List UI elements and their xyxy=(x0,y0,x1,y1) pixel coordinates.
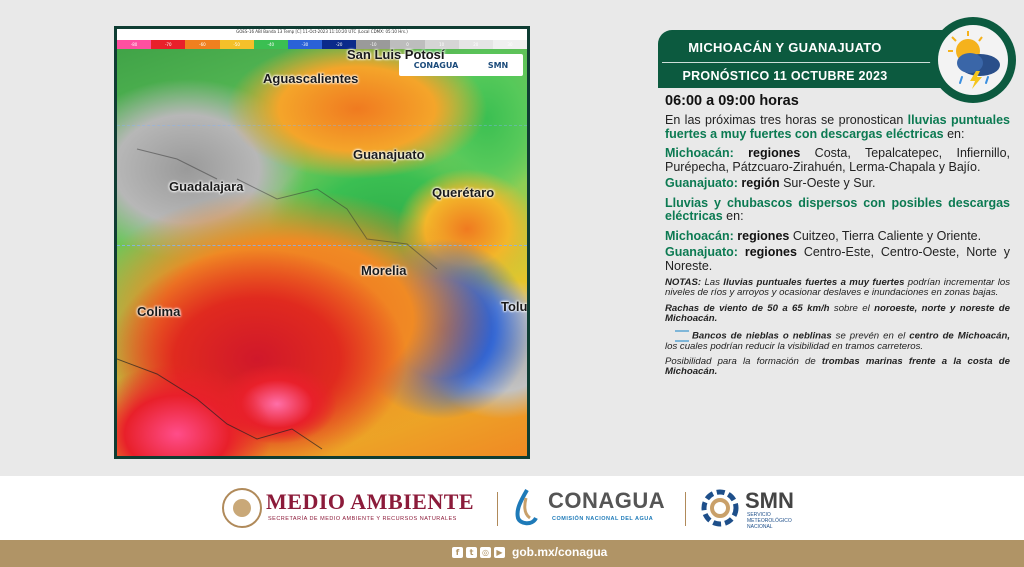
michoacan-regions-text: Cuitzeo, Tierra Caliente y Oriente. xyxy=(789,228,982,243)
city-label-morelia: Morelia xyxy=(361,263,407,278)
scale-cell: -80 xyxy=(117,40,151,49)
city-label-guadalajara: Guadalajara xyxy=(169,179,244,194)
website-link[interactable]: gob.mx/conagua xyxy=(512,545,608,559)
regions-word: regiones xyxy=(744,245,797,259)
footer-divider xyxy=(685,492,686,526)
footer-logos xyxy=(0,476,1024,540)
social-icons xyxy=(452,547,505,558)
note-text: se prevén en el xyxy=(831,330,910,342)
city-label-san-luis: San Luis Potosí xyxy=(347,47,445,62)
intro-highlight: lluvias puntuales fuertes a muy fuertes con descargas eléctricas xyxy=(665,113,1011,141)
note-rain xyxy=(665,278,1010,299)
michoacan-regions-text: Costa, Tepalcatepec, Infiernillo, Purépecha, Pátzcuaro-Zirahuén, Lerma-Chapala y Bajío. xyxy=(665,146,1010,174)
twitter-icon[interactable]: t xyxy=(466,547,477,558)
note-text: sobre el xyxy=(829,302,875,314)
facebook-icon[interactable]: f xyxy=(452,547,463,558)
scale-cell: -70 xyxy=(151,40,185,49)
scale-cell: -30 xyxy=(288,40,322,49)
scale-cell: -20 xyxy=(322,40,356,49)
scale-cell: -50 xyxy=(220,40,254,49)
note-text: Las xyxy=(701,277,724,288)
mexico-seal-icon xyxy=(222,488,262,528)
regions-word: regiones xyxy=(748,146,801,160)
page-title: MICHOACÁN Y GUANAJUATO xyxy=(688,40,882,55)
michoacan-label: Michoacán: xyxy=(665,146,734,160)
note-waterspout xyxy=(665,357,1010,378)
state-borders xyxy=(117,29,527,456)
scale-cell: -40 xyxy=(254,40,288,49)
notes-label: NOTAS: xyxy=(665,277,702,288)
smn-subtitle-2: METEOROLÓGICO xyxy=(747,518,792,524)
city-label-toluca: Tolu xyxy=(501,299,527,314)
note-highlight: lluvias puntuales fuertes a muy fuertes xyxy=(723,277,905,288)
note-highlight: Rachas de viento de 50 a 65 km/h xyxy=(665,302,830,314)
michoacan-regions-1 xyxy=(665,147,1010,174)
city-label-colima: Colima xyxy=(137,304,181,319)
smn-badge-label: SMN xyxy=(487,60,509,70)
smn-subtitle-3: NACIONAL xyxy=(747,524,773,530)
note-text: Posibilidad para la formación de xyxy=(665,356,822,368)
scattered-showers-heading xyxy=(665,197,1010,224)
guanajuato-regions-2 xyxy=(665,246,1010,273)
note-wind xyxy=(665,304,1010,325)
medio-ambiente-title: MEDIO AMBIENTE xyxy=(266,489,475,514)
scale-cell: 0 xyxy=(390,40,424,49)
michoacan-label: Michoacán: xyxy=(665,228,734,243)
note-fog xyxy=(665,330,1010,352)
forecast-text xyxy=(665,93,1010,378)
city-label-guanajuato: Guanajuato xyxy=(353,147,425,162)
forecast-date: PRONÓSTICO 11 OCTUBRE 2023 xyxy=(682,69,888,83)
guanajuato-label: Guanajuato: xyxy=(665,176,738,190)
scattered-heading-highlight: Lluvias y chubascos dispersos con posibles descargas eléctricas xyxy=(665,195,1010,223)
michoacan-regions-2 xyxy=(665,230,1010,244)
scattered-heading-end: en: xyxy=(722,209,744,223)
note-highlight: noroeste, norte y noreste de Michoacán. xyxy=(665,302,1010,325)
smn-title: SMN xyxy=(745,488,794,513)
scale-cell: 10 xyxy=(425,40,459,49)
scale-cell: -10 xyxy=(356,40,390,49)
forecast-hours: 06:00 a 09:00 horas xyxy=(665,93,799,109)
intro-text-end: en: xyxy=(943,126,965,141)
city-label-queretaro: Querétaro xyxy=(432,185,495,200)
conagua-title: CONAGUA xyxy=(548,488,666,513)
note-text: podrían incrementar los niveles de ríos y arroyos y ocasionar deslaves e inundaciones en zonas bajas. xyxy=(665,277,1010,299)
satellite-header-text: GOES-16 ABI Banda 13 Temp [C] 11-Oct-2023 11:10:20 UTC (Local CDMX: 05:10 Hrs.) xyxy=(236,29,408,34)
scale-cell: 30 xyxy=(493,40,527,49)
city-label-aguascalientes: Aguascalientes xyxy=(263,71,359,86)
satellite-image-frame xyxy=(114,26,530,459)
note-highlight: Bancos de nieblas o neblinas xyxy=(692,330,832,342)
regions-word: regiones xyxy=(737,228,790,243)
footer-divider xyxy=(497,492,498,526)
title-divider xyxy=(662,62,932,63)
guanajuato-regions-text: Centro-Este, Centro-Oeste, Norte y Noreste. xyxy=(665,245,1010,273)
guanajuato-regions-text: Sur-Oeste y Sur. xyxy=(779,176,876,190)
note-text: los cuales podrían reducir la visibilidad en tramos carreteros. xyxy=(665,340,924,352)
sun-cloud-rain-storm-icon xyxy=(938,25,1008,95)
forecast-intro xyxy=(665,114,1010,141)
medio-ambiente-subtitle: SECRETARÍA DE MEDIO AMBIENTE Y RECURSOS NATURALES xyxy=(268,516,457,522)
note-highlight: centro de Michoacán, xyxy=(909,330,1010,342)
note-highlight: trombas marinas frente a la costa de Michoacán. xyxy=(665,356,1010,378)
instagram-icon[interactable]: ◎ xyxy=(480,547,491,558)
conagua-subtitle: COMISIÓN NACIONAL DEL AGUA xyxy=(552,516,654,522)
region-word: región xyxy=(741,176,780,190)
smn-subtitle-1: SERVICIO xyxy=(747,512,771,518)
guanajuato-label: Guanajuato: xyxy=(665,245,738,259)
youtube-icon[interactable]: ▶ xyxy=(494,547,505,558)
smn-swirl-icon xyxy=(700,488,740,528)
scale-cell: 20 xyxy=(459,40,493,49)
guanajuato-regions-1 xyxy=(665,177,1010,191)
satellite-image xyxy=(117,29,527,456)
scale-cell: -60 xyxy=(185,40,219,49)
conagua-drop-icon xyxy=(514,488,540,526)
intro-text: En las próximas tres horas se pronostican xyxy=(665,113,908,127)
conagua-badge-label: CONAGUA xyxy=(413,60,459,70)
